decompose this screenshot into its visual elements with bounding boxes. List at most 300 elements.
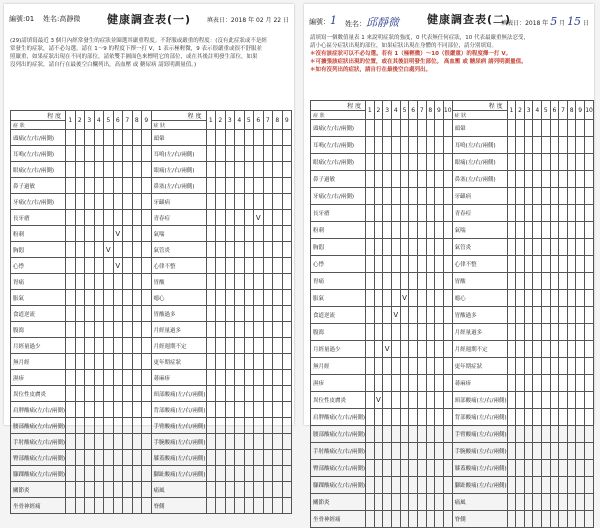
severity-cell[interactable] xyxy=(66,466,76,482)
severity-cell[interactable] xyxy=(282,146,292,162)
severity-cell[interactable] xyxy=(516,460,525,477)
severity-cell[interactable] xyxy=(550,307,559,324)
severity-cell[interactable] xyxy=(576,443,585,460)
severity-cell[interactable] xyxy=(263,258,273,274)
severity-cell[interactable] xyxy=(443,256,452,273)
severity-cell[interactable] xyxy=(443,171,452,188)
severity-cell[interactable] xyxy=(216,386,226,402)
severity-cell[interactable] xyxy=(244,290,254,306)
severity-cell[interactable] xyxy=(524,426,533,443)
severity-cell[interactable] xyxy=(366,205,375,222)
severity-cell[interactable] xyxy=(533,494,542,511)
severity-cell[interactable] xyxy=(206,370,216,386)
severity-cell[interactable] xyxy=(391,443,400,460)
severity-cell[interactable] xyxy=(585,307,594,324)
severity-cell[interactable] xyxy=(254,194,264,210)
severity-cell[interactable] xyxy=(142,434,152,450)
severity-cell[interactable] xyxy=(132,466,142,482)
severity-cell[interactable] xyxy=(576,239,585,256)
severity-cell[interactable] xyxy=(417,171,426,188)
severity-cell[interactable] xyxy=(550,137,559,154)
severity-cell[interactable] xyxy=(585,392,594,409)
severity-cell[interactable] xyxy=(533,324,542,341)
severity-cell[interactable] xyxy=(516,222,525,239)
severity-cell[interactable] xyxy=(235,434,245,450)
severity-cell[interactable] xyxy=(559,426,568,443)
severity-cell[interactable] xyxy=(263,178,273,194)
severity-cell[interactable] xyxy=(132,162,142,178)
severity-cell[interactable] xyxy=(374,171,383,188)
severity-cell[interactable] xyxy=(435,426,444,443)
severity-cell[interactable] xyxy=(85,418,95,434)
severity-cell[interactable] xyxy=(409,392,418,409)
severity-cell[interactable] xyxy=(567,273,576,290)
severity-cell[interactable] xyxy=(409,188,418,205)
severity-cell[interactable] xyxy=(123,290,133,306)
severity-cell[interactable] xyxy=(132,402,142,418)
severity-cell[interactable] xyxy=(132,418,142,434)
severity-cell[interactable] xyxy=(254,226,264,242)
severity-cell[interactable] xyxy=(66,370,76,386)
severity-cell[interactable] xyxy=(542,273,551,290)
severity-cell[interactable] xyxy=(400,273,409,290)
severity-cell[interactable] xyxy=(409,494,418,511)
severity-cell[interactable] xyxy=(254,434,264,450)
severity-cell[interactable] xyxy=(443,460,452,477)
severity-cell[interactable] xyxy=(391,511,400,528)
severity-cell[interactable] xyxy=(366,137,375,154)
severity-cell[interactable] xyxy=(533,460,542,477)
severity-cell[interactable] xyxy=(585,222,594,239)
severity-cell[interactable] xyxy=(132,498,142,514)
severity-cell[interactable] xyxy=(254,402,264,418)
severity-cell[interactable] xyxy=(383,222,392,239)
severity-cell[interactable] xyxy=(391,290,400,307)
severity-cell[interactable] xyxy=(273,354,283,370)
severity-cell[interactable] xyxy=(374,426,383,443)
severity-cell[interactable] xyxy=(123,354,133,370)
severity-cell[interactable] xyxy=(113,274,123,290)
severity-cell[interactable] xyxy=(567,511,576,528)
severity-cell[interactable] xyxy=(85,402,95,418)
severity-cell[interactable] xyxy=(391,307,400,324)
severity-cell[interactable] xyxy=(533,154,542,171)
severity-cell[interactable] xyxy=(225,242,235,258)
severity-cell[interactable] xyxy=(85,242,95,258)
severity-cell[interactable] xyxy=(516,511,525,528)
severity-cell[interactable] xyxy=(567,477,576,494)
severity-cell[interactable] xyxy=(282,306,292,322)
severity-cell[interactable] xyxy=(409,222,418,239)
severity-cell[interactable] xyxy=(254,178,264,194)
severity-cell[interactable] xyxy=(235,258,245,274)
severity-cell[interactable] xyxy=(206,434,216,450)
severity-cell[interactable] xyxy=(75,482,85,498)
severity-cell[interactable] xyxy=(383,154,392,171)
severity-cell[interactable] xyxy=(374,392,383,409)
severity-cell[interactable] xyxy=(132,226,142,242)
severity-cell[interactable] xyxy=(142,450,152,466)
severity-cell[interactable] xyxy=(383,256,392,273)
severity-cell[interactable] xyxy=(85,306,95,322)
severity-cell[interactable] xyxy=(113,466,123,482)
severity-cell[interactable] xyxy=(254,482,264,498)
severity-cell[interactable] xyxy=(235,146,245,162)
severity-cell[interactable] xyxy=(559,494,568,511)
severity-cell[interactable] xyxy=(113,370,123,386)
severity-cell[interactable] xyxy=(383,341,392,358)
severity-cell[interactable] xyxy=(435,341,444,358)
severity-cell[interactable] xyxy=(263,498,273,514)
severity-cell[interactable] xyxy=(542,375,551,392)
severity-cell[interactable] xyxy=(567,154,576,171)
severity-cell[interactable] xyxy=(516,239,525,256)
severity-cell[interactable] xyxy=(85,258,95,274)
severity-cell[interactable] xyxy=(206,386,216,402)
severity-cell[interactable] xyxy=(273,130,283,146)
severity-cell[interactable] xyxy=(142,402,152,418)
severity-cell[interactable] xyxy=(426,341,435,358)
severity-cell[interactable] xyxy=(254,338,264,354)
severity-cell[interactable] xyxy=(443,154,452,171)
severity-cell[interactable] xyxy=(533,358,542,375)
severity-cell[interactable] xyxy=(85,290,95,306)
severity-cell[interactable] xyxy=(273,274,283,290)
severity-cell[interactable] xyxy=(533,477,542,494)
severity-cell[interactable] xyxy=(585,375,594,392)
severity-cell[interactable] xyxy=(426,120,435,137)
severity-cell[interactable] xyxy=(263,338,273,354)
severity-cell[interactable] xyxy=(104,242,114,258)
severity-cell[interactable] xyxy=(426,137,435,154)
severity-cell[interactable] xyxy=(417,511,426,528)
severity-cell[interactable] xyxy=(443,358,452,375)
severity-cell[interactable] xyxy=(426,443,435,460)
severity-cell[interactable] xyxy=(524,239,533,256)
severity-cell[interactable] xyxy=(559,239,568,256)
severity-cell[interactable] xyxy=(366,239,375,256)
severity-cell[interactable] xyxy=(132,338,142,354)
severity-cell[interactable] xyxy=(409,273,418,290)
severity-cell[interactable] xyxy=(85,274,95,290)
severity-cell[interactable] xyxy=(417,375,426,392)
severity-cell[interactable] xyxy=(400,392,409,409)
severity-cell[interactable] xyxy=(132,178,142,194)
severity-cell[interactable] xyxy=(142,370,152,386)
severity-cell[interactable] xyxy=(585,171,594,188)
severity-cell[interactable] xyxy=(542,392,551,409)
severity-cell[interactable] xyxy=(244,482,254,498)
severity-cell[interactable] xyxy=(225,290,235,306)
severity-cell[interactable] xyxy=(244,274,254,290)
severity-cell[interactable] xyxy=(235,370,245,386)
severity-cell[interactable] xyxy=(585,290,594,307)
severity-cell[interactable] xyxy=(383,494,392,511)
severity-cell[interactable] xyxy=(94,498,104,514)
severity-cell[interactable] xyxy=(273,482,283,498)
severity-cell[interactable] xyxy=(409,409,418,426)
severity-cell[interactable] xyxy=(507,137,516,154)
severity-cell[interactable] xyxy=(225,338,235,354)
severity-cell[interactable] xyxy=(94,434,104,450)
severity-cell[interactable] xyxy=(576,120,585,137)
severity-cell[interactable] xyxy=(559,511,568,528)
severity-cell[interactable] xyxy=(435,392,444,409)
severity-cell[interactable] xyxy=(400,460,409,477)
severity-cell[interactable] xyxy=(263,482,273,498)
severity-cell[interactable] xyxy=(585,460,594,477)
severity-cell[interactable] xyxy=(225,210,235,226)
severity-cell[interactable] xyxy=(374,239,383,256)
severity-cell[interactable] xyxy=(550,290,559,307)
severity-cell[interactable] xyxy=(567,205,576,222)
severity-cell[interactable] xyxy=(507,222,516,239)
severity-cell[interactable] xyxy=(567,460,576,477)
severity-cell[interactable] xyxy=(533,188,542,205)
severity-cell[interactable] xyxy=(123,306,133,322)
severity-cell[interactable] xyxy=(123,258,133,274)
severity-cell[interactable] xyxy=(524,494,533,511)
severity-cell[interactable] xyxy=(94,466,104,482)
severity-cell[interactable] xyxy=(576,273,585,290)
severity-cell[interactable] xyxy=(85,338,95,354)
severity-cell[interactable] xyxy=(75,434,85,450)
severity-cell[interactable] xyxy=(254,242,264,258)
severity-cell[interactable] xyxy=(400,290,409,307)
severity-cell[interactable] xyxy=(104,130,114,146)
severity-cell[interactable] xyxy=(366,188,375,205)
severity-cell[interactable] xyxy=(542,256,551,273)
severity-cell[interactable] xyxy=(559,443,568,460)
severity-cell[interactable] xyxy=(400,205,409,222)
severity-cell[interactable] xyxy=(507,307,516,324)
severity-cell[interactable] xyxy=(282,274,292,290)
severity-cell[interactable] xyxy=(400,188,409,205)
severity-cell[interactable] xyxy=(75,242,85,258)
severity-cell[interactable] xyxy=(435,307,444,324)
severity-cell[interactable] xyxy=(507,392,516,409)
severity-cell[interactable] xyxy=(576,307,585,324)
severity-cell[interactable] xyxy=(516,188,525,205)
severity-cell[interactable] xyxy=(417,409,426,426)
severity-cell[interactable] xyxy=(516,358,525,375)
severity-cell[interactable] xyxy=(443,375,452,392)
severity-cell[interactable] xyxy=(123,498,133,514)
severity-cell[interactable] xyxy=(216,418,226,434)
severity-cell[interactable] xyxy=(66,290,76,306)
severity-cell[interactable] xyxy=(435,409,444,426)
severity-cell[interactable] xyxy=(383,324,392,341)
severity-cell[interactable] xyxy=(85,354,95,370)
severity-cell[interactable] xyxy=(391,120,400,137)
severity-cell[interactable] xyxy=(383,307,392,324)
severity-cell[interactable] xyxy=(123,450,133,466)
severity-cell[interactable] xyxy=(142,306,152,322)
severity-cell[interactable] xyxy=(567,120,576,137)
severity-cell[interactable] xyxy=(533,171,542,188)
severity-cell[interactable] xyxy=(94,450,104,466)
severity-cell[interactable] xyxy=(142,242,152,258)
severity-cell[interactable] xyxy=(113,338,123,354)
severity-cell[interactable] xyxy=(113,386,123,402)
severity-cell[interactable] xyxy=(426,273,435,290)
severity-cell[interactable] xyxy=(104,338,114,354)
severity-cell[interactable] xyxy=(585,188,594,205)
severity-cell[interactable] xyxy=(254,210,264,226)
severity-cell[interactable] xyxy=(400,137,409,154)
severity-cell[interactable] xyxy=(113,146,123,162)
severity-cell[interactable] xyxy=(142,466,152,482)
severity-cell[interactable] xyxy=(585,477,594,494)
severity-cell[interactable] xyxy=(409,290,418,307)
severity-cell[interactable] xyxy=(216,210,226,226)
severity-cell[interactable] xyxy=(273,306,283,322)
severity-cell[interactable] xyxy=(75,226,85,242)
severity-cell[interactable] xyxy=(435,137,444,154)
severity-cell[interactable] xyxy=(216,274,226,290)
severity-cell[interactable] xyxy=(435,477,444,494)
severity-cell[interactable] xyxy=(374,307,383,324)
severity-cell[interactable] xyxy=(113,130,123,146)
severity-cell[interactable] xyxy=(206,178,216,194)
severity-cell[interactable] xyxy=(132,482,142,498)
severity-cell[interactable] xyxy=(435,256,444,273)
severity-cell[interactable] xyxy=(507,290,516,307)
severity-cell[interactable] xyxy=(576,154,585,171)
severity-cell[interactable] xyxy=(443,341,452,358)
severity-cell[interactable] xyxy=(282,434,292,450)
severity-cell[interactable] xyxy=(542,307,551,324)
severity-cell[interactable] xyxy=(66,354,76,370)
severity-cell[interactable] xyxy=(282,162,292,178)
severity-cell[interactable] xyxy=(435,222,444,239)
severity-cell[interactable] xyxy=(550,460,559,477)
severity-cell[interactable] xyxy=(383,426,392,443)
severity-cell[interactable] xyxy=(263,130,273,146)
severity-cell[interactable] xyxy=(273,210,283,226)
severity-cell[interactable] xyxy=(559,307,568,324)
severity-cell[interactable] xyxy=(524,375,533,392)
severity-cell[interactable] xyxy=(507,154,516,171)
severity-cell[interactable] xyxy=(507,358,516,375)
severity-cell[interactable] xyxy=(254,370,264,386)
severity-cell[interactable] xyxy=(94,274,104,290)
severity-cell[interactable] xyxy=(85,434,95,450)
severity-cell[interactable] xyxy=(225,482,235,498)
severity-cell[interactable] xyxy=(400,341,409,358)
severity-cell[interactable] xyxy=(66,306,76,322)
severity-cell[interactable] xyxy=(235,402,245,418)
severity-cell[interactable] xyxy=(391,154,400,171)
severity-cell[interactable] xyxy=(113,306,123,322)
severity-cell[interactable] xyxy=(254,354,264,370)
severity-cell[interactable] xyxy=(435,494,444,511)
severity-cell[interactable] xyxy=(225,434,235,450)
severity-cell[interactable] xyxy=(85,130,95,146)
severity-cell[interactable] xyxy=(533,426,542,443)
severity-cell[interactable] xyxy=(507,188,516,205)
severity-cell[interactable] xyxy=(85,322,95,338)
severity-cell[interactable] xyxy=(235,178,245,194)
severity-cell[interactable] xyxy=(94,162,104,178)
severity-cell[interactable] xyxy=(66,418,76,434)
severity-cell[interactable] xyxy=(104,370,114,386)
severity-cell[interactable] xyxy=(263,226,273,242)
severity-cell[interactable] xyxy=(374,409,383,426)
severity-cell[interactable] xyxy=(542,154,551,171)
severity-cell[interactable] xyxy=(426,375,435,392)
severity-cell[interactable] xyxy=(443,324,452,341)
severity-cell[interactable] xyxy=(435,324,444,341)
severity-cell[interactable] xyxy=(113,258,123,274)
severity-cell[interactable] xyxy=(123,274,133,290)
severity-cell[interactable] xyxy=(507,239,516,256)
severity-cell[interactable] xyxy=(383,273,392,290)
severity-cell[interactable] xyxy=(524,205,533,222)
severity-cell[interactable] xyxy=(85,146,95,162)
severity-cell[interactable] xyxy=(282,418,292,434)
severity-cell[interactable] xyxy=(585,273,594,290)
severity-cell[interactable] xyxy=(374,494,383,511)
severity-cell[interactable] xyxy=(400,171,409,188)
severity-cell[interactable] xyxy=(75,386,85,402)
severity-cell[interactable] xyxy=(426,511,435,528)
severity-cell[interactable] xyxy=(550,341,559,358)
severity-cell[interactable] xyxy=(374,460,383,477)
severity-cell[interactable] xyxy=(559,273,568,290)
severity-cell[interactable] xyxy=(94,354,104,370)
severity-cell[interactable] xyxy=(273,178,283,194)
severity-cell[interactable] xyxy=(516,375,525,392)
severity-cell[interactable] xyxy=(409,171,418,188)
severity-cell[interactable] xyxy=(282,258,292,274)
severity-cell[interactable] xyxy=(374,120,383,137)
severity-cell[interactable] xyxy=(533,120,542,137)
severity-cell[interactable] xyxy=(550,273,559,290)
severity-cell[interactable] xyxy=(550,188,559,205)
severity-cell[interactable] xyxy=(142,146,152,162)
severity-cell[interactable] xyxy=(374,222,383,239)
severity-cell[interactable] xyxy=(282,498,292,514)
severity-cell[interactable] xyxy=(567,443,576,460)
severity-cell[interactable] xyxy=(435,511,444,528)
severity-cell[interactable] xyxy=(576,256,585,273)
severity-cell[interactable] xyxy=(366,222,375,239)
severity-cell[interactable] xyxy=(400,256,409,273)
severity-cell[interactable] xyxy=(542,188,551,205)
severity-cell[interactable] xyxy=(263,322,273,338)
severity-cell[interactable] xyxy=(225,146,235,162)
severity-cell[interactable] xyxy=(542,205,551,222)
severity-cell[interactable] xyxy=(282,338,292,354)
severity-cell[interactable] xyxy=(383,358,392,375)
severity-cell[interactable] xyxy=(75,210,85,226)
severity-cell[interactable] xyxy=(524,358,533,375)
severity-cell[interactable] xyxy=(550,239,559,256)
severity-cell[interactable] xyxy=(254,466,264,482)
severity-cell[interactable] xyxy=(559,154,568,171)
severity-cell[interactable] xyxy=(104,274,114,290)
severity-cell[interactable] xyxy=(383,205,392,222)
severity-cell[interactable] xyxy=(524,460,533,477)
severity-cell[interactable] xyxy=(567,307,576,324)
severity-cell[interactable] xyxy=(225,258,235,274)
severity-cell[interactable] xyxy=(426,188,435,205)
severity-cell[interactable] xyxy=(366,307,375,324)
severity-cell[interactable] xyxy=(374,511,383,528)
severity-cell[interactable] xyxy=(282,210,292,226)
severity-cell[interactable] xyxy=(516,171,525,188)
